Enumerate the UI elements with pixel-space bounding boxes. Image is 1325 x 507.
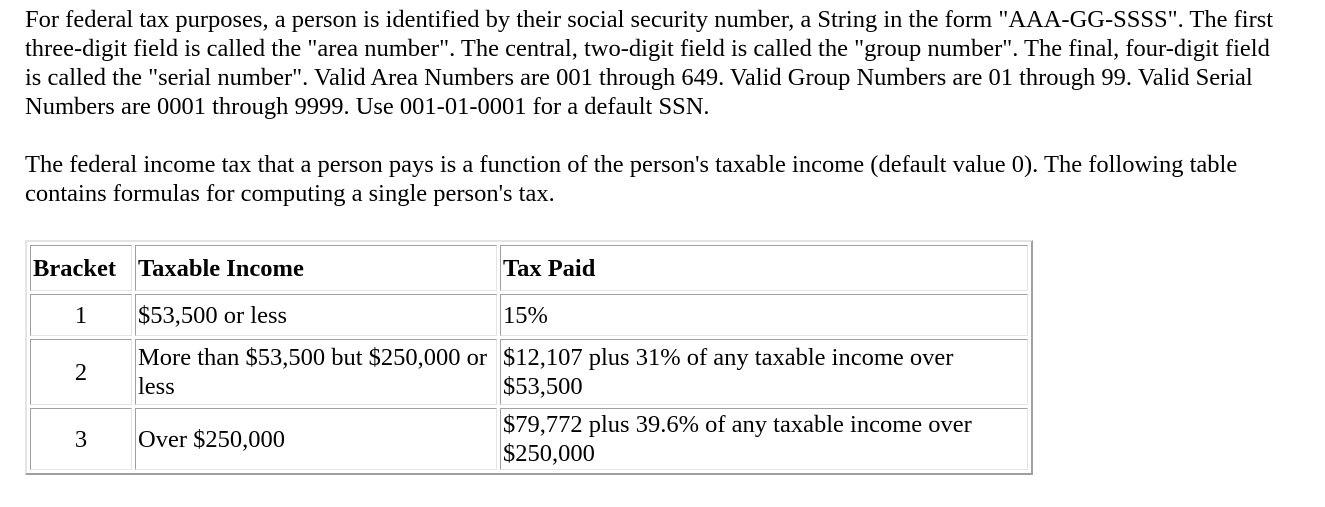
tax-bracket-table	[25, 240, 1033, 475]
cell-tax-paid: 15%	[500, 294, 1028, 336]
header-taxable-income: Taxable Income	[135, 245, 497, 291]
cell-tax-paid: $79,772 plus 39.6% of any taxable income over $250,000	[500, 408, 1028, 470]
cell-taxable-income: $53,500 or less	[135, 294, 497, 336]
paragraph-tax-intro: The federal income tax that a person pays is a function of the person's taxable income (default value 0). The following table contains formulas for computing a single person's tax.	[25, 151, 1238, 207]
table-row	[30, 294, 1028, 336]
header-bracket: Bracket	[30, 245, 132, 291]
cell-bracket: 1	[30, 294, 132, 336]
table-row	[30, 408, 1028, 470]
cell-bracket: 2	[30, 339, 132, 405]
cell-bracket: 3	[30, 408, 132, 470]
header-tax-paid: Tax Paid	[500, 245, 1028, 291]
cell-tax-paid: $12,107 plus 31% of any taxable income over $53,500	[500, 339, 1028, 405]
table-row	[30, 339, 1028, 405]
paragraph-ssn-description: For federal tax purposes, a person is identified by their social security number, a String in the form "AAA-GG-SSSS". The first three-digit field is called the "area number". The central, two-digit field is called the "group number". The final, four-digit field is called the "serial number". Valid Area Numbers are 001 through 649. Valid Group Numbers are 01 through 99. Valid Serial Numbers are 0001 through 9999. Use 001-01-0001 for a default SSN.	[25, 6, 1274, 120]
table-header-row	[30, 245, 1028, 291]
cell-taxable-income: Over $250,000	[135, 408, 497, 470]
cell-taxable-income: More than $53,500 but $250,000 or less	[135, 339, 497, 405]
